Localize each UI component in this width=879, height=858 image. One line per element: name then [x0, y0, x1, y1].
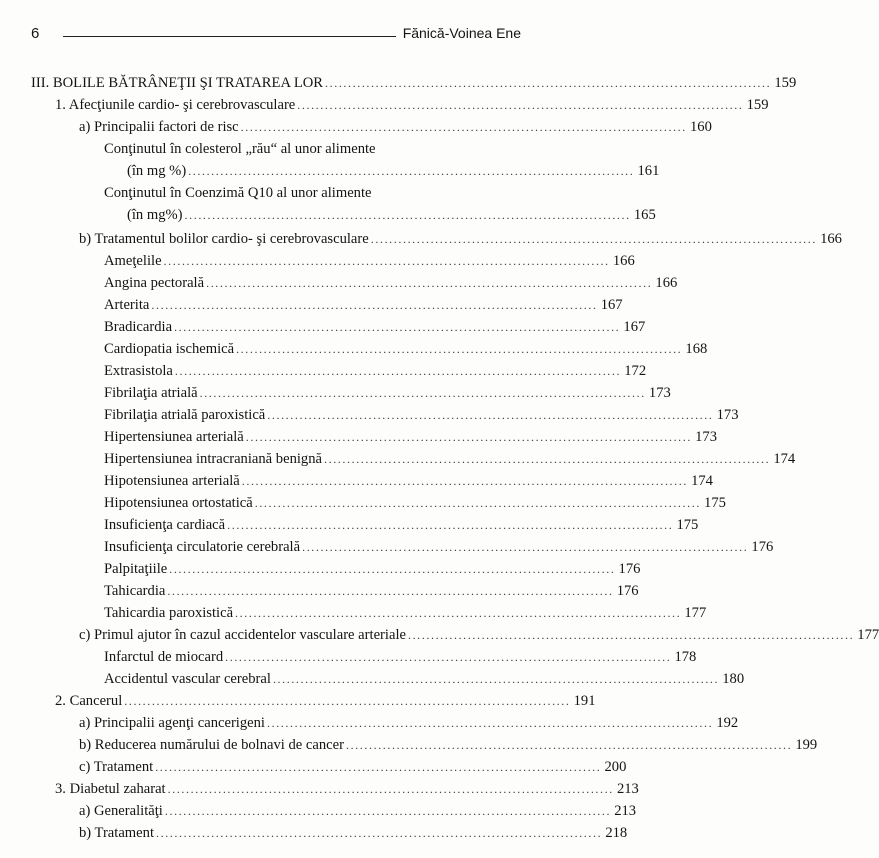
toc-entry-label: Hipotensiunea ortostatică	[104, 495, 253, 511]
page-number: 6	[31, 25, 40, 42]
dot-leader: .................................................................................................	[188, 164, 635, 178]
dot-leader: .................................................................................................	[254, 496, 701, 510]
toc-entry-item	[104, 670, 745, 688]
toc-entry-item	[104, 582, 639, 600]
dot-leader: .................................................................................................	[167, 782, 614, 796]
toc-entry-subsection	[79, 230, 842, 248]
toc-entry-page: 173	[648, 385, 671, 401]
toc-entry-page: 177	[857, 627, 879, 643]
toc-entry-page: 176	[616, 583, 639, 599]
toc-entry-label: Fibrilaţia atrială	[104, 385, 198, 401]
toc-entry-label: c) Tratament	[79, 759, 154, 775]
toc-entry-page: 199	[795, 737, 818, 753]
toc-entry-item	[104, 428, 717, 446]
toc-entry-item	[104, 318, 646, 336]
toc-entry-section	[55, 96, 769, 114]
toc-entry-label: Fibrilaţia atrială paroxistică	[104, 407, 266, 423]
toc-entry-label: Angina pectorală	[104, 275, 205, 291]
toc-entry-label: Extrasistola	[104, 363, 173, 379]
toc-entry-page: 191	[573, 693, 596, 709]
toc-entry-page: 167	[623, 319, 646, 335]
toc-entry-label: Conţinutul în Coenzimă Q10 al unor alimente	[104, 185, 372, 201]
toc-entry-chapter	[31, 74, 797, 92]
toc-entry-item	[104, 296, 623, 314]
toc-entry-item	[104, 340, 708, 358]
toc-entry-label: b) Reducerea numărului de bolnavi de cancer	[79, 737, 344, 753]
dot-leader: .................................................................................................	[164, 804, 612, 818]
dot-leader: .................................................................................................	[325, 76, 772, 90]
dot-leader: .................................................................................................	[240, 120, 687, 134]
toc-entry-page: 166	[655, 275, 678, 291]
toc-entry-label: Accidentul vascular cerebral	[104, 671, 271, 687]
dot-leader: .................................................................................................	[407, 628, 855, 642]
toc-entry-page: 174	[691, 473, 713, 489]
toc-entry-page: 200	[604, 759, 627, 775]
toc-entry-page: 159	[774, 75, 797, 91]
toc-entry-label: (în mg %)	[127, 163, 187, 179]
dot-leader: .................................................................................................	[155, 760, 602, 774]
toc-entry-page: 166	[820, 231, 842, 247]
dot-leader: .................................................................................................	[241, 474, 688, 488]
toc-entry-item	[104, 472, 713, 490]
page-header	[31, 22, 521, 44]
toc-entry-subsection	[79, 626, 879, 644]
toc-entry-label: Arterita	[104, 297, 150, 313]
toc-entry-subsection	[79, 714, 739, 732]
header-rule	[63, 36, 396, 37]
toc-entry-label: Hipertensiunea arterială	[104, 429, 244, 445]
toc-entry-page: 213	[616, 781, 639, 797]
toc-entry-label: 3. Diabetul zaharat	[55, 781, 166, 797]
toc-entry-subsection	[79, 758, 627, 776]
toc-entry-item	[104, 252, 635, 270]
dot-leader: .................................................................................................	[174, 320, 621, 334]
dot-leader: .................................................................................................	[169, 562, 616, 576]
toc-entry-page: 192	[716, 715, 739, 731]
toc-entry-subsection	[79, 118, 712, 136]
running-title: Fănică-Voinea Ene	[402, 25, 521, 41]
dot-leader: .................................................................................................	[272, 672, 720, 686]
toc-entry-page: 167	[600, 297, 623, 313]
toc-entry-label: Hipertensiunea intracraniană benignă	[104, 451, 322, 467]
toc-entry-item-continued	[127, 162, 660, 180]
toc-entry-label: Insuficienţa cardiacă	[104, 517, 226, 533]
dot-leader: .................................................................................................	[227, 518, 674, 532]
toc-entry-item	[104, 184, 491, 202]
toc-entry-label: Hipotensiunea arterială	[104, 473, 240, 489]
toc-entry-page: 172	[624, 363, 647, 379]
dot-leader: .................................................................................................	[236, 342, 683, 356]
dot-leader: .................................................................................................	[124, 694, 571, 708]
toc-entry-page: 159	[746, 97, 769, 113]
toc-entry-label: Ameţelile	[104, 253, 162, 269]
dot-leader: .................................................................................................	[302, 540, 749, 554]
toc-entry-label: (în mg%)	[127, 207, 183, 223]
toc-entry-page: 218	[605, 825, 628, 841]
toc-entry-label: Tahicardia paroxistică	[104, 605, 234, 621]
dot-leader: .................................................................................................	[346, 738, 793, 752]
dot-leader: .................................................................................................	[267, 408, 714, 422]
toc-entry-label: Conţinutul în colesterol „rău“ al unor alimente	[104, 141, 376, 157]
toc-entry-label: b) Tratamentul bolilor cardio- şi cerebrovasculare	[79, 231, 369, 247]
toc-entry-page: 161	[637, 163, 660, 179]
toc-entry-page: 213	[614, 803, 637, 819]
toc-entry-page: 175	[676, 517, 699, 533]
toc-entry-page: 176	[618, 561, 641, 577]
toc-entry-label: Bradicardia	[104, 319, 173, 335]
toc-entry-page: 174	[773, 451, 796, 467]
toc-entry-page: 160	[689, 119, 712, 135]
toc-entry-label: b) Tratament	[79, 825, 154, 841]
toc-entry-label: 1. Afecţiunile cardio- şi cerebrovasculare	[55, 97, 296, 113]
dot-leader: .................................................................................................	[199, 386, 646, 400]
toc-entry-page: 175	[704, 495, 726, 511]
toc-entry-page: 176	[751, 539, 774, 555]
toc-entry-label: 2. Cancerul	[55, 693, 123, 709]
toc-entry-item	[104, 140, 491, 158]
toc-entry-item	[104, 406, 739, 424]
dot-leader: .................................................................................................	[167, 584, 614, 598]
toc-entry-item-continued	[127, 206, 656, 224]
dot-leader: .................................................................................................	[225, 650, 672, 664]
toc-entry-page: 177	[684, 605, 707, 621]
toc-entry-label: Infarctul de miocard	[104, 649, 224, 665]
dot-leader: .................................................................................................	[267, 716, 714, 730]
dot-leader: .................................................................................................	[184, 208, 631, 222]
toc-entry-label: Insuficienţa circulatorie cerebrală	[104, 539, 301, 555]
toc-entry-section	[55, 780, 639, 798]
toc-entry-label: a) Principalii agenţi cancerigeni	[79, 715, 265, 731]
toc-entry-label: a) Generalităţi	[79, 803, 163, 819]
toc-entry-subsection	[79, 802, 637, 820]
toc-entry-page: 165	[633, 207, 656, 223]
toc-entry-item	[104, 274, 678, 292]
dot-leader: .................................................................................................	[370, 232, 817, 246]
toc-entry-item	[104, 450, 796, 468]
toc-entry-label: Cardiopatia ischemică	[104, 341, 235, 357]
toc-entry-item	[104, 648, 697, 666]
toc-entry-label: Tahicardia	[104, 583, 166, 599]
dot-leader: .................................................................................................	[174, 364, 622, 378]
toc-entry-item	[104, 494, 726, 512]
dot-leader: .................................................................................................	[324, 452, 771, 466]
toc-entry-label: III. BOLILE BĂTRÂNEŢII ŞI TRATAREA LOR	[31, 75, 324, 91]
toc-entry-label: Palpitaţiile	[104, 561, 168, 577]
toc-entry-item	[104, 560, 641, 578]
toc-entry-page: 173	[695, 429, 717, 445]
toc-entry-section	[55, 692, 596, 710]
toc-entry-subsection	[79, 824, 628, 842]
toc-entry-label: c) Primul ajutor în cazul accidentelor vasculare arteriale	[79, 627, 406, 643]
toc-entry-item	[104, 516, 699, 534]
dot-leader: .................................................................................................	[235, 606, 682, 620]
toc-entry-item	[104, 538, 774, 556]
dot-leader: .................................................................................................	[151, 298, 598, 312]
toc-entry-label: a) Principalii factori de risc	[79, 119, 239, 135]
toc-entry-page: 168	[685, 341, 708, 357]
dot-leader: .................................................................................................	[245, 430, 692, 444]
dot-leader: .................................................................................................	[156, 826, 603, 840]
toc-entry-item	[104, 362, 647, 380]
toc-entry-page: 166	[612, 253, 635, 269]
toc-entry-item	[104, 384, 671, 402]
dot-leader: .................................................................................................	[206, 276, 653, 290]
toc-entry-page: 180	[722, 671, 745, 687]
toc-entry-page: 178	[674, 649, 697, 665]
toc-entry-item	[104, 604, 707, 622]
toc-entry-page: 173	[716, 407, 739, 423]
dot-leader: .................................................................................................	[297, 98, 744, 112]
dot-leader: .................................................................................................	[163, 254, 610, 268]
toc-entry-subsection	[79, 736, 818, 754]
